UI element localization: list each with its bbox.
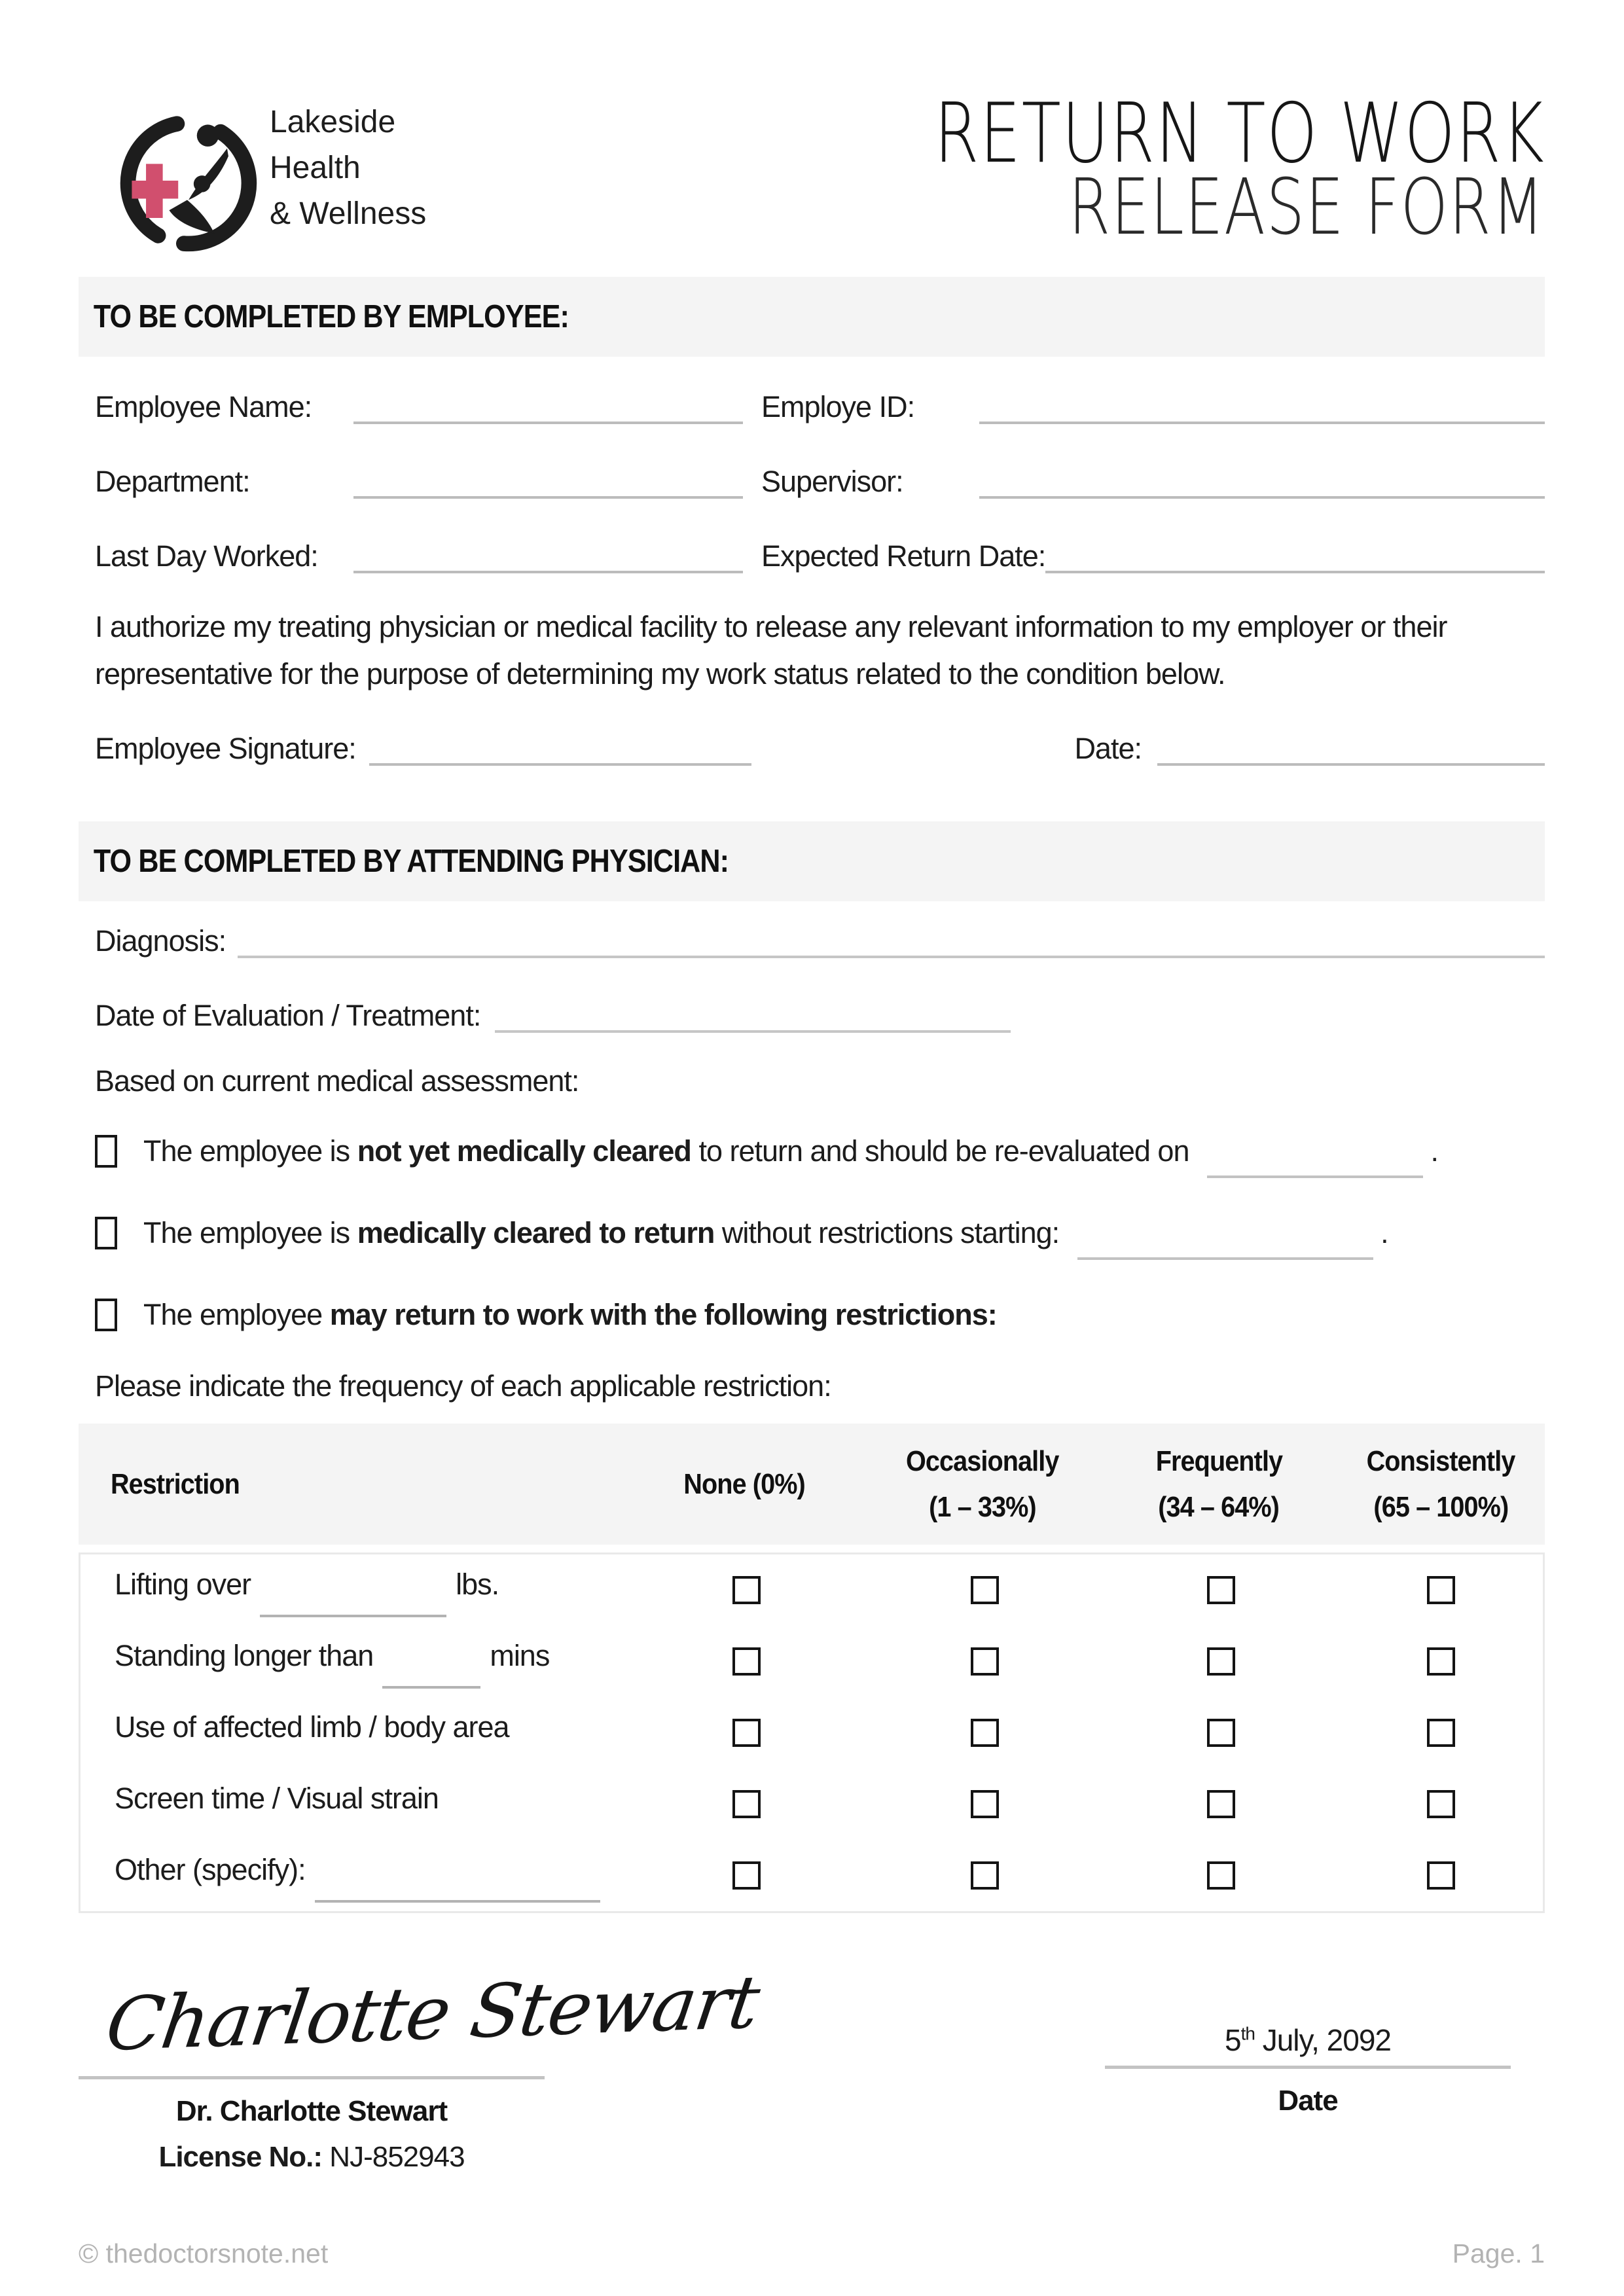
employee-name-label: Employee Name:: [95, 390, 312, 423]
limb-use-frequently-checkbox[interactable]: [1207, 1719, 1235, 1747]
diagnosis-label: Diagnosis:: [95, 924, 226, 958]
physician-license: [79, 2141, 545, 2174]
page-footer: [79, 2238, 1545, 2269]
employee-id-input-line[interactable]: [979, 391, 1545, 424]
authorization-paragraph: I authorize my treating physician or medical facility to release any relevant information to my employer or their representative for the purpose of determining my work status related to the condition below.: [95, 610, 1447, 691]
brand-line-3: & Wellness: [270, 196, 427, 231]
cleared-checkbox[interactable]: [95, 1217, 117, 1249]
screen-time-occasionally-checkbox[interactable]: [971, 1790, 999, 1818]
standing-none-checkbox[interactable]: [732, 1647, 761, 1676]
department-label: Department:: [95, 465, 250, 498]
col-consistently: Consistently: [1366, 1444, 1515, 1477]
standing-label-pre: Standing longer than: [115, 1638, 374, 1672]
not-cleared-checkbox[interactable]: [95, 1135, 117, 1168]
signoff-date-block: [1105, 1969, 1511, 2117]
frequency-intro: Please indicate the frequency of each applicable restriction:: [95, 1369, 831, 1403]
assessment-option-3: [79, 1295, 1545, 1335]
section-header-physician: [79, 821, 1545, 901]
col-occasionally-range: (1 – 33%): [929, 1490, 1036, 1523]
limb-use-occasionally-checkbox[interactable]: [971, 1719, 999, 1747]
last-day-worked-input-line[interactable]: [353, 541, 743, 573]
date-day: 5: [1224, 2023, 1241, 2057]
other-consistently-checkbox[interactable]: [1427, 1861, 1455, 1890]
col-none: None (0%): [683, 1467, 806, 1500]
brand-line-2: Health: [270, 151, 361, 185]
assessment-option-2: [79, 1213, 1545, 1253]
table-row-other: [81, 1840, 1543, 1911]
other-frequently-checkbox[interactable]: [1207, 1861, 1235, 1890]
signoff-block: [79, 1960, 1545, 2204]
lifting-occasionally-checkbox[interactable]: [971, 1576, 999, 1604]
lifting-weight-input-line[interactable]: [260, 1615, 446, 1617]
option2-bold: medically cleared to return: [357, 1216, 715, 1249]
evaluation-date-label: Date of Evaluation / Treatment:: [95, 999, 481, 1032]
physician-name: Dr. Charlotte Stewart: [175, 2095, 448, 2127]
limb-use-consistently-checkbox[interactable]: [1427, 1719, 1455, 1747]
field-row-1: [79, 390, 1545, 424]
table-row-limb-use: [81, 1697, 1543, 1768]
col-frequently: Frequently: [1155, 1444, 1282, 1477]
signoff-date-line[interactable]: [1105, 2066, 1511, 2069]
other-label: Other (specify):: [115, 1852, 306, 1886]
evaluation-date-row: [79, 999, 1545, 1033]
standing-label-post: mins: [490, 1638, 550, 1672]
employee-signature-row: [79, 732, 1545, 766]
employee-date-label: Date:: [1074, 732, 1142, 765]
field-row-2: [79, 465, 1545, 499]
option1-pre: The employee is: [143, 1134, 350, 1168]
license-label: License No.:: [158, 2141, 323, 2173]
standing-frequently-checkbox[interactable]: [1207, 1647, 1235, 1676]
table-row-screen-time: [81, 1768, 1543, 1840]
limb-use-none-checkbox[interactable]: [732, 1719, 761, 1747]
department-input-line[interactable]: [353, 466, 743, 499]
standing-consistently-checkbox[interactable]: [1427, 1647, 1455, 1676]
form-title: [762, 85, 1545, 252]
lifting-label-pre: Lifting over: [115, 1567, 251, 1601]
form-title-line1: RETURN TO WORK: [933, 85, 1545, 181]
diagnosis-input-line[interactable]: [238, 925, 1545, 958]
brand-line-1: Lakeside: [270, 105, 396, 139]
signoff-date-value: [1105, 2022, 1511, 2058]
option2-pre: The employee is: [143, 1216, 350, 1249]
license-value: NJ-852943: [329, 2141, 465, 2173]
last-day-worked-label: Last Day Worked:: [95, 539, 318, 573]
brand-name: [270, 99, 426, 237]
date-ordinal: th: [1240, 2023, 1255, 2044]
restriction-table-header: [79, 1424, 1545, 1545]
supervisor-label: Supervisor:: [761, 465, 903, 498]
reevaluation-date-input-line[interactable]: [1207, 1175, 1423, 1178]
assessment-intro: Based on current medical assessment:: [95, 1064, 579, 1098]
employee-signature-label: Employee Signature:: [95, 732, 356, 765]
table-row-standing: [81, 1626, 1543, 1697]
option2-end: .: [1380, 1216, 1388, 1249]
footer-page-number: Page. 1: [1452, 2238, 1545, 2269]
assessment-option-1: [79, 1131, 1545, 1172]
restriction-table-body: [79, 1552, 1545, 1913]
screen-time-none-checkbox[interactable]: [732, 1790, 761, 1818]
standing-occasionally-checkbox[interactable]: [971, 1647, 999, 1676]
table-row-lifting: [81, 1554, 1543, 1626]
brand-logo-icon: [110, 102, 264, 257]
section-header-employee: [79, 277, 1545, 357]
limb-use-label: Use of affected limb / body area: [115, 1710, 509, 1744]
lifting-frequently-checkbox[interactable]: [1207, 1576, 1235, 1604]
physician-signature-block: [79, 1960, 764, 2174]
date-rest: July, 2092: [1262, 2023, 1391, 2057]
other-specify-input-line[interactable]: [315, 1900, 600, 1903]
col-occasionally: Occasionally: [906, 1444, 1059, 1477]
section-header-physician-label: TO BE COMPLETED BY ATTENDING PHYSICIAN:: [93, 844, 729, 879]
physician-signature-line[interactable]: [79, 2076, 545, 2079]
option1-post: to return and should be re-evaluated on: [698, 1134, 1189, 1168]
col-restriction: Restriction: [110, 1467, 240, 1500]
lifting-label-post: lbs.: [456, 1567, 499, 1601]
employee-id-label: Employe ID:: [761, 390, 915, 423]
form-title-line2: RELEASE FORM: [1068, 162, 1545, 252]
screen-time-label: Screen time / Visual strain: [115, 1781, 439, 1815]
footer-copyright: © thedoctorsnote.net: [79, 2238, 329, 2269]
employee-date-input-line[interactable]: [1157, 733, 1545, 766]
supervisor-input-line[interactable]: [979, 466, 1545, 499]
restrictions-checkbox[interactable]: [95, 1299, 117, 1331]
col-frequently-range: (34 – 64%): [1158, 1490, 1280, 1523]
other-none-checkbox[interactable]: [732, 1861, 761, 1890]
option2-post: without restrictions starting:: [721, 1216, 1060, 1249]
signoff-date-caption: Date: [1278, 2085, 1338, 2117]
employee-name-input-line[interactable]: [353, 391, 743, 424]
expected-return-date-label: Expected Return Date:: [761, 539, 1046, 573]
screen-time-consistently-checkbox[interactable]: [1427, 1790, 1455, 1818]
screen-time-frequently-checkbox[interactable]: [1207, 1790, 1235, 1818]
col-consistently-range: (65 – 100%): [1373, 1490, 1508, 1523]
option1-end: .: [1430, 1134, 1439, 1168]
option1-bold: not yet medically cleared: [357, 1134, 691, 1168]
other-occasionally-checkbox[interactable]: [971, 1861, 999, 1890]
option3-bold: may return to work with the following restrictions:: [329, 1298, 997, 1331]
section-header-employee-label: TO BE COMPLETED BY EMPLOYEE:: [93, 299, 569, 334]
employee-signature-input-line[interactable]: [369, 733, 751, 766]
diagnosis-row: [79, 924, 1545, 958]
option3-pre: The employee: [143, 1298, 323, 1331]
physician-signature: Charlotte Stewart: [101, 1960, 764, 2068]
field-row-3: [79, 539, 1545, 573]
lifting-consistently-checkbox[interactable]: [1427, 1576, 1455, 1604]
standing-minutes-input-line[interactable]: [382, 1686, 480, 1689]
clearance-start-date-input-line[interactable]: [1077, 1257, 1373, 1260]
lifting-none-checkbox[interactable]: [732, 1576, 761, 1604]
evaluation-date-input-line[interactable]: [495, 1000, 1011, 1033]
expected-return-date-input-line[interactable]: [1045, 541, 1545, 573]
